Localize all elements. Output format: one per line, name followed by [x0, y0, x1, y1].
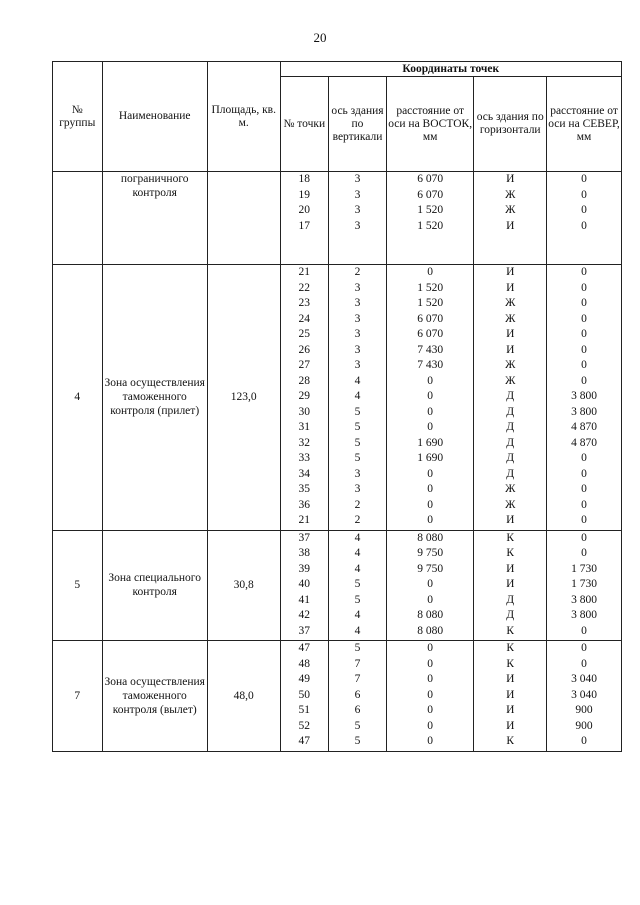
cell-axis-horizontal: Д: [506, 421, 515, 433]
cell-dist-east: 8 080: [417, 531, 444, 544]
cell-point-no: 29: [298, 390, 311, 402]
group-area: [207, 172, 280, 265]
column-dist-north: [547, 530, 622, 641]
group-name: пограничного контроля: [102, 172, 207, 265]
page-number: 20: [313, 30, 327, 45]
cell-dist-east: 9 750: [417, 547, 444, 559]
cell-axis-horizontal: И: [506, 562, 515, 575]
cell-axis-horizontal: И: [506, 719, 515, 732]
cell-axis-horizontal: Ж: [505, 188, 516, 201]
group-number: [53, 172, 103, 265]
cell-dist-east: 8 080: [417, 609, 444, 621]
cell-axis-horizontal: К: [506, 735, 515, 747]
cell-axis-horizontal: Ж: [505, 359, 516, 371]
cell-dist-east: 6 070: [417, 188, 444, 201]
cell-dist-north: 0: [581, 514, 587, 526]
cell-axis-horizontal: Ж: [505, 204, 516, 216]
cell-axis-horizontal: Ж: [505, 374, 516, 387]
cell-axis-vertical: 6: [354, 704, 361, 716]
cell-dist-east: 0: [427, 514, 434, 526]
column-dist-east: [386, 641, 473, 752]
cell-axis-vertical: 3: [354, 219, 361, 232]
cell-axis-horizontal: Д: [506, 609, 515, 621]
cell-dist-east: 0: [427, 657, 434, 670]
cell-point-no: 26: [298, 343, 311, 356]
cell-dist-east: 1 690: [417, 452, 444, 464]
cell-dist-east: 0: [427, 483, 434, 495]
cell-dist-north: 0: [581, 657, 587, 670]
cell-point-no: 50: [298, 688, 311, 701]
cell-point-no: 47: [298, 642, 311, 654]
cell-axis-horizontal: Ж: [505, 312, 516, 325]
cell-dist-east: 6 070: [417, 173, 444, 185]
cell-axis-horizontal: Д: [506, 436, 515, 449]
cell-dist-north: 3 800: [571, 609, 597, 621]
cell-dist-north: 1 730: [571, 562, 597, 575]
cell-dist-north: 0: [581, 297, 587, 309]
cell-axis-vertical: 6: [354, 688, 361, 701]
header-dist-north: расстояние от оси на СЕВЕР, мм: [547, 77, 622, 172]
cell-dist-north: 3 800: [571, 405, 597, 418]
cell-point-no: 38: [298, 547, 311, 559]
cell-dist-east: 0: [427, 390, 434, 402]
table-body: [53, 172, 622, 752]
cell-axis-vertical: 3: [354, 328, 361, 340]
cell-axis-vertical: 5: [354, 642, 361, 654]
column-axis-vertical: [329, 172, 387, 265]
cell-point-no: 32: [298, 436, 311, 449]
cell-axis-horizontal: Д: [506, 452, 515, 464]
cell-axis-horizontal: И: [506, 266, 515, 278]
group-number: 4: [53, 265, 103, 531]
cell-point-no: 52: [298, 719, 311, 732]
cell-axis-vertical: 4: [354, 562, 361, 575]
cell-axis-horizontal: И: [506, 673, 515, 685]
cell-axis-vertical: 4: [354, 624, 361, 637]
header-name: Наименование: [102, 62, 207, 172]
group-name: Зона специального контроля: [102, 530, 207, 641]
group-area: 48,0: [207, 641, 280, 752]
cell-dist-east: 1 520: [417, 297, 444, 309]
cell-axis-horizontal: Д: [506, 467, 515, 480]
cell-dist-east: 0: [427, 593, 434, 606]
header-area: Площадь, кв. м.: [207, 62, 280, 172]
cell-axis-horizontal: И: [506, 219, 515, 232]
cell-dist-north: 1 730: [571, 578, 597, 590]
cell-dist-east: 0: [427, 467, 434, 480]
cell-dist-east: 0: [427, 704, 434, 716]
cell-axis-vertical: 2: [354, 266, 361, 278]
cell-dist-north: 0: [581, 188, 587, 201]
column-point-no: [280, 265, 328, 531]
cell-axis-vertical: 2: [354, 514, 361, 526]
cell-dist-north: 0: [581, 374, 587, 387]
cell-dist-north: 0: [581, 343, 587, 356]
cell-axis-horizontal: И: [506, 688, 515, 701]
cell-dist-north: 3 800: [571, 593, 597, 606]
cell-point-no: 47: [298, 735, 311, 747]
cell-point-no: 37: [298, 531, 311, 544]
cell-axis-horizontal: И: [506, 578, 515, 590]
cell-point-no: 31: [298, 421, 311, 433]
cell-point-no: 49: [298, 673, 311, 685]
cell-axis-vertical: 3: [354, 173, 361, 185]
cell-dist-east: 0: [427, 498, 434, 511]
cell-point-no: 17: [298, 219, 311, 232]
column-axis-vertical: [329, 265, 387, 531]
column-axis-vertical: [329, 641, 387, 752]
column-dist-north: [547, 641, 622, 752]
header-axis-horizontal: ось здания по горизонтали: [474, 77, 547, 172]
cell-dist-north: 0: [581, 547, 587, 559]
header-group-no: № группы: [53, 62, 103, 172]
cell-point-no: 30: [298, 405, 311, 418]
group-number: 7: [53, 641, 103, 752]
group-name: Зона осуществления таможенного контроля (вылет): [102, 641, 207, 752]
cell-dist-east: 0: [427, 374, 434, 387]
cell-dist-north: 0: [581, 483, 587, 495]
cell-axis-vertical: 2: [354, 498, 361, 511]
cell-axis-horizontal: И: [506, 514, 515, 526]
cell-axis-vertical: 4: [354, 609, 361, 621]
cell-dist-north: 0: [581, 531, 587, 544]
cell-axis-horizontal: Д: [506, 405, 515, 418]
cell-axis-vertical: 5: [354, 735, 361, 747]
cell-point-no: 24: [298, 312, 311, 325]
cell-point-no: 21: [298, 514, 311, 526]
cell-point-no: 33: [298, 452, 311, 464]
column-dist-north: [547, 172, 622, 265]
cell-dist-north: 0: [581, 312, 587, 325]
cell-dist-east: 0: [427, 642, 434, 654]
cell-dist-north: 0: [581, 328, 587, 340]
cell-point-no: 25: [298, 328, 311, 340]
cell-axis-vertical: 3: [354, 204, 361, 216]
cell-axis-vertical: 3: [354, 281, 361, 294]
cell-dist-north: 0: [581, 281, 587, 294]
cell-point-no: 48: [298, 657, 311, 670]
cell-dist-north: 3 040: [571, 688, 597, 701]
cell-point-no: 27: [298, 359, 311, 371]
cell-dist-east: 7 430: [417, 343, 444, 356]
cell-dist-north: 0: [581, 642, 587, 654]
group-row: [53, 641, 622, 752]
cell-axis-vertical: 5: [354, 436, 361, 449]
header-coordinates: Координаты точек: [280, 62, 621, 77]
cell-axis-horizontal: Ж: [505, 483, 516, 495]
cell-dist-east: 0: [427, 688, 434, 701]
cell-dist-east: 0: [427, 735, 434, 747]
cell-axis-horizontal: Ж: [505, 498, 516, 511]
cell-point-no: 21: [298, 266, 311, 278]
cell-point-no: 35: [298, 483, 311, 495]
coordinates-table: [52, 61, 622, 752]
cell-dist-east: 0: [427, 578, 434, 590]
column-point-no: [280, 530, 328, 641]
cell-dist-north: 0: [581, 735, 587, 747]
cell-dist-east: 0: [427, 421, 434, 433]
cell-axis-horizontal: К: [506, 531, 515, 544]
header-point-no: № точки: [280, 77, 328, 172]
cell-point-no: 34: [298, 467, 311, 480]
cell-axis-vertical: 7: [354, 673, 361, 685]
cell-point-no: 40: [298, 578, 311, 590]
cell-dist-north: 0: [581, 173, 587, 185]
cell-axis-vertical: 7: [354, 657, 361, 670]
cell-point-no: 23: [298, 297, 311, 309]
cell-axis-vertical: 3: [354, 188, 361, 201]
cell-dist-north: 0: [581, 452, 587, 464]
cell-axis-horizontal: И: [506, 328, 515, 340]
group-row: [53, 172, 622, 265]
cell-dist-east: 6 070: [417, 328, 444, 340]
cell-dist-east: 1 520: [417, 281, 444, 294]
cell-axis-vertical: 5: [354, 593, 361, 606]
cell-axis-vertical: 3: [354, 297, 361, 309]
cell-point-no: 39: [298, 562, 311, 575]
cell-axis-horizontal: И: [506, 281, 515, 294]
cell-axis-vertical: 5: [354, 452, 361, 464]
cell-point-no: 37: [298, 624, 311, 637]
column-point-no: [280, 172, 328, 265]
cell-axis-vertical: 3: [354, 467, 361, 480]
header-dist-east: расстояние от оси на ВОСТОК, мм: [386, 77, 473, 172]
cell-point-no: 28: [298, 374, 311, 387]
column-dist-east: [386, 265, 473, 531]
cell-dist-north: 0: [581, 359, 587, 371]
column-axis-horizontal: [474, 265, 547, 531]
cell-dist-north: 4 870: [571, 436, 597, 449]
column-axis-horizontal: [474, 172, 547, 265]
cell-axis-horizontal: Д: [506, 593, 515, 606]
cell-point-no: 36: [298, 498, 311, 511]
cell-point-no: 19: [298, 188, 311, 201]
cell-axis-vertical: 3: [354, 343, 361, 356]
cell-dist-north: 0: [581, 204, 587, 216]
group-area: 123,0: [207, 265, 280, 531]
cell-point-no: 51: [298, 704, 311, 716]
cell-axis-horizontal: Ж: [505, 297, 516, 309]
cell-dist-east: 6 070: [417, 312, 444, 325]
group-row: [53, 265, 622, 531]
cell-point-no: 20: [298, 204, 311, 216]
cell-dist-east: 1 520: [417, 204, 444, 216]
cell-axis-horizontal: К: [506, 547, 515, 559]
cell-point-no: 41: [298, 593, 311, 606]
cell-dist-north: 0: [581, 498, 587, 511]
column-dist-north: [547, 265, 622, 531]
cell-axis-horizontal: К: [506, 624, 515, 637]
group-number: 5: [53, 530, 103, 641]
cell-dist-east: 0: [427, 266, 434, 278]
group-row: [53, 530, 622, 641]
cell-dist-east: 9 750: [417, 562, 444, 575]
cell-axis-vertical: 4: [354, 374, 361, 387]
cell-axis-horizontal: Д: [506, 390, 515, 402]
group-name: Зона осуществления таможенного контроля (прилет): [102, 265, 207, 531]
cell-axis-horizontal: И: [506, 343, 515, 356]
cell-dist-north: 3 800: [571, 390, 597, 402]
column-point-no: [280, 641, 328, 752]
column-dist-east: [386, 172, 473, 265]
cell-point-no: 22: [298, 281, 311, 294]
column-axis-vertical: [329, 530, 387, 641]
cell-dist-north: 3 040: [571, 673, 597, 685]
cell-dist-north: 0: [581, 266, 587, 278]
cell-axis-vertical: 4: [354, 390, 361, 402]
cell-dist-north: 900: [575, 719, 593, 732]
cell-axis-vertical: 5: [354, 578, 361, 590]
group-area: 30,8: [207, 530, 280, 641]
cell-dist-east: 0: [427, 673, 434, 685]
column-dist-east: [386, 530, 473, 641]
cell-axis-vertical: 5: [354, 719, 361, 732]
column-axis-horizontal: [474, 530, 547, 641]
cell-dist-east: 1 520: [417, 219, 444, 232]
cell-axis-vertical: 4: [354, 547, 361, 559]
cell-axis-vertical: 5: [354, 405, 361, 418]
column-axis-horizontal: [474, 641, 547, 752]
cell-dist-north: 4 870: [571, 421, 597, 433]
cell-dist-east: 8 080: [417, 624, 444, 637]
cell-dist-north: 900: [575, 704, 593, 716]
cell-dist-east: 0: [427, 719, 434, 732]
cell-dist-east: 0: [427, 405, 434, 418]
cell-dist-north: 0: [581, 624, 587, 637]
cell-axis-vertical: 4: [354, 531, 361, 544]
cell-dist-north: 0: [581, 467, 587, 480]
cell-axis-vertical: 3: [354, 483, 361, 495]
cell-axis-horizontal: К: [506, 657, 515, 670]
cell-dist-east: 7 430: [417, 359, 444, 371]
cell-axis-horizontal: И: [506, 704, 515, 716]
cell-axis-vertical: 3: [354, 312, 361, 325]
cell-axis-horizontal: И: [506, 173, 515, 185]
cell-point-no: 42: [298, 609, 311, 621]
cell-dist-east: 1 690: [417, 436, 444, 449]
cell-axis-horizontal: К: [506, 642, 515, 654]
cell-axis-vertical: 3: [354, 359, 361, 371]
cell-dist-north: 0: [581, 219, 587, 232]
cell-axis-vertical: 5: [354, 421, 361, 433]
header-axis-vertical: ось здания по вертикали: [329, 77, 387, 172]
cell-point-no: 18: [298, 173, 311, 185]
